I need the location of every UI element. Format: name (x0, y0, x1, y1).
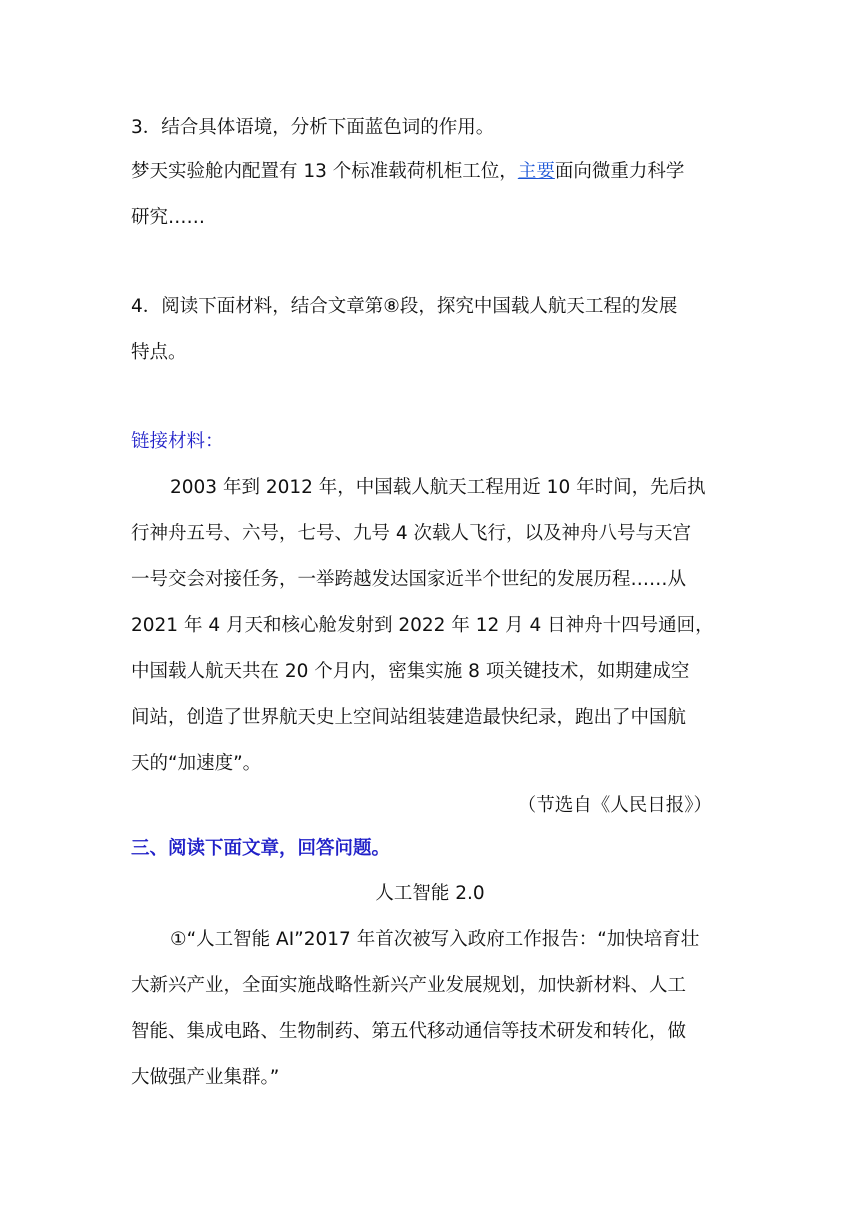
paragraph-line: 大新兴产业，全面实施战略性新兴产业发展规划，加快新材料、人工 (131, 975, 687, 996)
sentence-before: 梦天实验舱内配置有 13 个标准载荷机柜工位， (131, 161, 518, 182)
link-material-heading: 链接材料： (131, 431, 224, 452)
material-line: 2003 年到 2012 年，中国载人航天工程用近 10 年时间，先后执 (170, 477, 706, 498)
material-line: 行神舟五号、六号，七号、九号 4 次载人飞行，以及神舟八号与天宫 (131, 523, 692, 544)
material-line: 间站，创造了世界航天史上空间站组装建造最快纪录，跑出了中国航 (131, 707, 687, 728)
paragraph-line: ①“人工智能 AI”2017 年首次被写入政府工作报告：“加快培育壮 (170, 929, 700, 950)
material-line: 一号交会对接任务，一举跨越发达国家近半个世纪的发展历程……从 (131, 569, 687, 590)
question-3-sentence (131, 160, 684, 184)
keyword-link[interactable]: 主要 (517, 161, 555, 182)
material-line: 天的“加速度”。 (131, 753, 262, 774)
question-3-title: 3．结合具体语境，分析下面蓝色词的作用。 (131, 117, 495, 138)
paragraph-line: 大做强产业集群。” (131, 1067, 280, 1088)
material-line: 中国载人航天共在 20 个月内，密集实施 8 项关键技术，如期建成空 (131, 661, 690, 682)
section-3-heading: 三、阅读下面文章，回答问题。 (131, 838, 391, 859)
question-4-title-line1: 4．阅读下面材料，结合文章第⑧段，探究中国载人航天工程的发展 (131, 296, 678, 317)
question-3-sentence-line2: 研究…… (131, 207, 206, 228)
material-source: （节选自《人民日报》） (517, 795, 712, 816)
material-line: 2021 年 4 月天和核心舱发射到 2022 年 12 月 4 日神舟十四号通回， (131, 615, 714, 636)
paragraph-line: 智能、集成电路、生物制药、第五代移动通信等技术研发和转化，做 (131, 1021, 687, 1042)
sentence-after: 面向微重力科学 (554, 161, 685, 182)
question-4-title-line2: 特点。 (131, 342, 187, 363)
article-title: 人工智能 2.0 (375, 883, 485, 904)
